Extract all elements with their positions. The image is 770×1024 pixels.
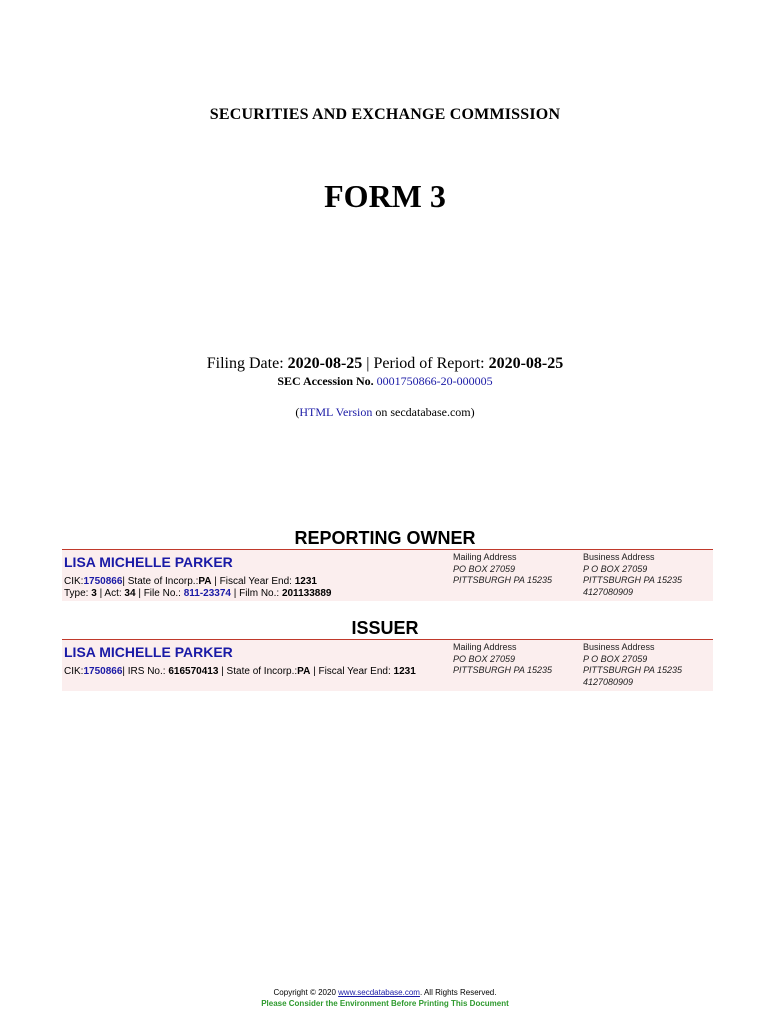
type-label: Type: <box>64 588 92 599</box>
film-number: 201133889 <box>281 588 332 599</box>
fye-value: 1231 <box>294 576 317 587</box>
accession-line <box>0 374 770 389</box>
state-value: PA <box>297 666 311 677</box>
issuer-name[interactable]: LISA MICHELLE PARKER <box>64 644 233 660</box>
reporting-owner-mailing-address <box>453 552 552 587</box>
mailing-address-heading: Mailing Address <box>453 552 517 562</box>
business-phone: 4127080909 <box>583 676 634 687</box>
cik-value[interactable]: 1750866 <box>83 666 123 677</box>
business-address-heading: Business Address <box>583 642 655 652</box>
issuer-title: ISSUER <box>351 618 419 638</box>
reporting-owner-business-address <box>583 552 682 598</box>
film-label: | Film No.: <box>231 588 282 599</box>
cik-label: CIK: <box>64 666 84 677</box>
fye-label: | Fiscal Year End: <box>310 666 394 677</box>
irs-label: | IRS No.: <box>122 666 169 677</box>
act-label: | Act: <box>96 588 125 599</box>
business-address-line2: PITTSBURGH PA 15235 <box>583 575 683 585</box>
mailing-address-line2: PITTSBURGH PA 15235 <box>453 575 553 585</box>
issuer-meta-line1 <box>64 666 416 677</box>
cik-label: CIK: <box>64 576 84 587</box>
issuer-mailing-address <box>453 642 552 677</box>
filing-separator: | <box>366 355 370 372</box>
reporting-owner-meta-line1 <box>64 576 317 587</box>
mailing-address-line2: PITTSBURGH PA 15235 <box>453 665 553 675</box>
copyright-suffix: . All Rights Reserved. <box>419 988 497 997</box>
type-value: 3 <box>91 588 97 599</box>
fye-value: 1231 <box>393 666 416 677</box>
reporting-owner-name[interactable]: LISA MICHELLE PARKER <box>64 554 233 570</box>
footer-copyright <box>0 988 770 997</box>
accession-label: SEC Accession No. <box>277 374 374 388</box>
period-of-report: 2020-08-25 <box>488 355 564 372</box>
reporting-owner-title: REPORTING OWNER <box>294 528 476 548</box>
act-value: 34 <box>124 588 136 599</box>
business-phone: 4127080909 <box>583 586 634 597</box>
mailing-address-heading: Mailing Address <box>453 642 517 652</box>
html-version-link[interactable]: HTML Version <box>299 405 373 419</box>
commission-title: SECURITIES AND EXCHANGE COMMISSION <box>209 106 561 123</box>
html-open-paren: ( <box>295 405 300 419</box>
business-address-line1: P O BOX 27059 <box>583 653 648 664</box>
issuer-panel <box>62 640 713 691</box>
filing-line <box>0 355 770 373</box>
filing-date: 2020-08-25 <box>287 355 363 372</box>
html-version-rest: on secdatabase.com) <box>372 405 475 419</box>
html-version-line <box>0 405 770 420</box>
business-address-line1: P O BOX 27059 <box>583 563 648 574</box>
reporting-owner-meta-line2 <box>64 588 331 599</box>
footer-environment-note: Please Consider the Environment Before Printing This Document <box>261 999 509 1008</box>
mailing-address-line1: PO BOX 27059 <box>453 653 516 664</box>
file-number[interactable]: 811-23374 <box>183 588 231 599</box>
reporting-owner-panel <box>62 550 713 601</box>
business-address-heading: Business Address <box>583 552 655 562</box>
form-title: FORM 3 <box>324 178 446 214</box>
period-label: Period of Report: <box>373 355 485 372</box>
fye-label: | Fiscal Year End: <box>211 576 295 587</box>
cik-value[interactable]: 1750866 <box>83 576 123 587</box>
copyright-prefix: Copyright © 2020 <box>273 988 339 997</box>
state-label: | State of Incorp.: <box>122 576 199 587</box>
file-label: | File No.: <box>135 588 184 599</box>
issuer-business-address <box>583 642 682 688</box>
mailing-address-line1: PO BOX 27059 <box>453 563 516 574</box>
state-label: | State of Incorp.: <box>218 666 298 677</box>
irs-value: 616570413 <box>168 666 219 677</box>
accession-number[interactable]: 0001750866-20-000005 <box>376 374 493 388</box>
secdatabase-link[interactable]: www.secdatabase.com <box>338 988 420 997</box>
filing-date-label: Filing Date: <box>206 355 284 372</box>
state-value: PA <box>198 576 212 587</box>
business-address-line2: PITTSBURGH PA 15235 <box>583 665 683 675</box>
